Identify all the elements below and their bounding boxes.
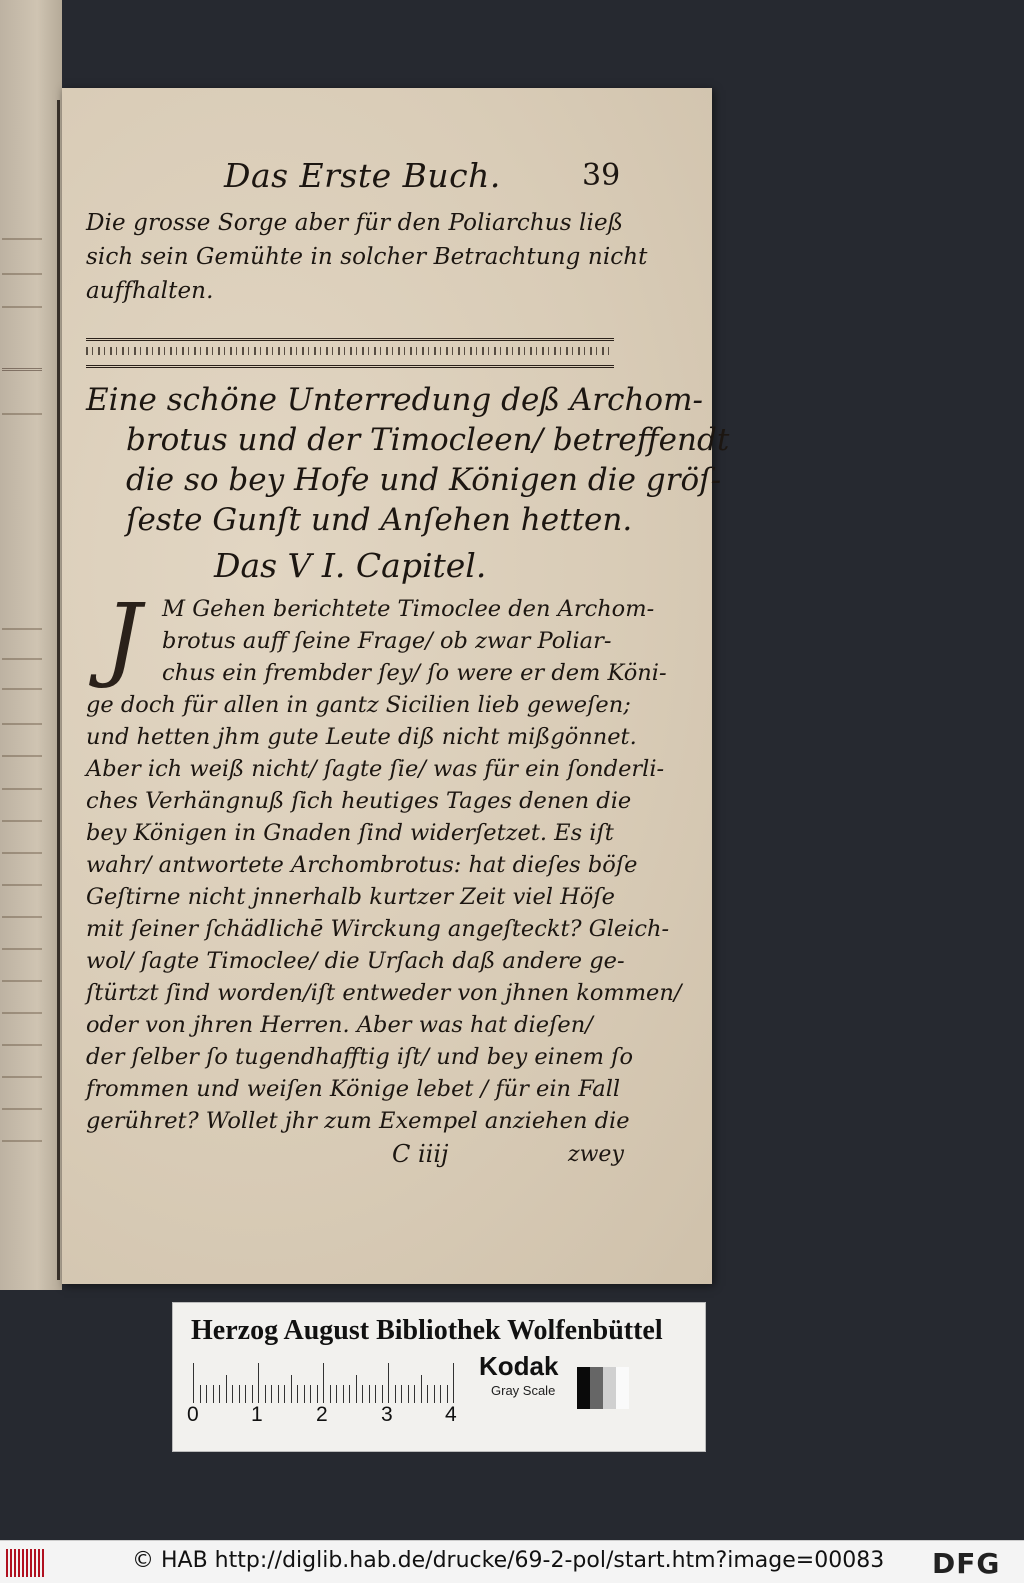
prev-page-fragment bbox=[2, 610, 42, 630]
prev-page-fragment bbox=[2, 930, 42, 950]
body-line: ge doch für allen in gantz Sicilien lieb geweſen; bbox=[86, 692, 631, 718]
dfg-logo: DFG bbox=[932, 1547, 1001, 1580]
prev-page-fragment bbox=[2, 994, 42, 1014]
heading-line: Eine schöne Unterredung deß Archom- bbox=[86, 382, 703, 418]
body-line: bey Königen in Gnaden ſind widerſetzet. Es iſt bbox=[86, 820, 614, 846]
ruler-tick bbox=[258, 1363, 259, 1403]
body-line: ſtürtzt ſind worden/iſt entweder von jhnen kommen/ bbox=[86, 980, 682, 1006]
heading-line: brotus und der Timocleen/ betreffendt bbox=[126, 422, 730, 458]
body-line: und hetten jhm gute Leute diß nicht mißgönnet. bbox=[86, 724, 637, 750]
body-line: Aber ich weiß nicht/ ſagte ſie/ was für ein ſonderli- bbox=[86, 756, 665, 782]
color-reference-card bbox=[172, 1302, 706, 1452]
body-line: ches Verhängnuß ſich heutiges Tages denen die bbox=[86, 788, 632, 814]
running-head: Das Erste Buch. bbox=[224, 156, 501, 195]
gray-swatch bbox=[577, 1367, 629, 1409]
body-line: chus ein frembder ſey/ ſo were er dem Köni- bbox=[162, 660, 667, 686]
body-line: M Gehen berichtete Timoclee den Archom- bbox=[162, 596, 655, 622]
barcode-icon bbox=[6, 1549, 46, 1577]
ruler-tick bbox=[265, 1385, 266, 1403]
gutter-line bbox=[57, 100, 60, 1280]
body-line: frommen und weiſen Könige lebet / für ein Fall bbox=[86, 1076, 621, 1102]
scale-ruler bbox=[193, 1361, 461, 1403]
ruler-tick bbox=[200, 1385, 201, 1403]
body-line: wahr/ antwortete Archombrotus: hat dieſes böſe bbox=[86, 852, 638, 878]
kodak-logo: Kodak bbox=[479, 1351, 559, 1381]
ruler-tick bbox=[447, 1385, 448, 1403]
chapter-title: Das V I. Capitel. bbox=[214, 546, 487, 585]
body-line: gerühret? Wollet jhr zum Exempel anziehen die bbox=[86, 1108, 630, 1134]
body-line: wol/ ſagte Timoclee/ die Urſach daß andere ge- bbox=[86, 948, 625, 974]
ruler-tick bbox=[252, 1385, 253, 1403]
prev-page-fragment bbox=[2, 395, 42, 415]
ruler-tick bbox=[388, 1363, 389, 1403]
prev-page-fragment bbox=[2, 1122, 42, 1142]
prev-page-fragment bbox=[2, 670, 42, 690]
text-line: Die grosse Sorge aber für den Poliarchus ließ bbox=[86, 210, 624, 236]
library-name: Herzog August Bibliothek Wolfenbüttel bbox=[191, 1315, 663, 1346]
body-line: oder von jhren Herren. Aber was hat dieſen/ bbox=[86, 1012, 593, 1038]
previous-page-edge bbox=[0, 0, 62, 1290]
ruler-tick bbox=[310, 1385, 311, 1403]
prev-page-fragment bbox=[2, 866, 42, 886]
body-line: der ſelber ſo tugendhafftig iſt/ und bey einem ſo bbox=[86, 1044, 633, 1070]
prev-page-fragment bbox=[2, 705, 42, 725]
ruler-tick bbox=[239, 1385, 240, 1403]
scale-number: 1 bbox=[251, 1403, 263, 1426]
footer-bar bbox=[0, 1540, 1024, 1583]
ruler-tick bbox=[421, 1375, 422, 1403]
book-page bbox=[62, 88, 730, 1284]
ruler-tick bbox=[330, 1385, 331, 1403]
scale-number: 0 bbox=[187, 1403, 199, 1426]
ruler-tick bbox=[304, 1385, 305, 1403]
ruler-tick bbox=[440, 1385, 441, 1403]
ruler-tick bbox=[213, 1385, 214, 1403]
prev-page-fragment bbox=[2, 770, 42, 790]
body-line: brotus auff ſeine Frage/ ob zwar Poliar- bbox=[162, 628, 612, 654]
ruler-tick bbox=[336, 1385, 337, 1403]
prev-page-fragment bbox=[2, 1090, 42, 1110]
catchword: zwey bbox=[568, 1142, 624, 1167]
body-line: mit ſeiner ſchädlichē Wirckung angeſteckt? Gleich- bbox=[86, 916, 670, 942]
prev-page-rule bbox=[2, 350, 42, 371]
ruler-tick bbox=[375, 1385, 376, 1403]
prev-page-fragment bbox=[2, 220, 42, 240]
ruler-tick bbox=[206, 1385, 207, 1403]
ruler-tick bbox=[395, 1385, 396, 1403]
ruler-tick bbox=[323, 1363, 324, 1403]
ruler-tick bbox=[297, 1385, 298, 1403]
ruler-tick bbox=[408, 1385, 409, 1403]
prev-page-fragment bbox=[2, 834, 42, 854]
ruler-tick bbox=[414, 1385, 415, 1403]
ruler-tick bbox=[434, 1385, 435, 1403]
page-number: 39 bbox=[582, 158, 621, 193]
ruler-tick bbox=[226, 1375, 227, 1403]
signature-mark: C iiij bbox=[392, 1140, 449, 1168]
prev-page-fragment bbox=[2, 640, 42, 660]
ruler-tick bbox=[219, 1385, 220, 1403]
prev-page-fragment bbox=[2, 898, 42, 918]
page-header bbox=[62, 156, 622, 206]
grayscale-label: Gray Scale bbox=[491, 1383, 556, 1398]
copyright-url[interactable]: © HAB http://diglib.hab.de/drucke/69-2-pol/start.htm?image=00083 bbox=[132, 1548, 885, 1573]
ruler-tick bbox=[284, 1385, 285, 1403]
text-line: sich sein Gemühte in solcher Betrachtung nicht bbox=[86, 244, 648, 270]
ruler-tick bbox=[193, 1363, 194, 1403]
ruler-tick bbox=[401, 1385, 402, 1403]
scale-number: 4 bbox=[445, 1403, 457, 1426]
scale-number: 3 bbox=[381, 1403, 393, 1426]
ruler-tick bbox=[453, 1363, 454, 1403]
ruler-tick bbox=[382, 1385, 383, 1403]
ruler-tick bbox=[232, 1385, 233, 1403]
ornamental-rule bbox=[86, 338, 614, 368]
ruler-tick bbox=[245, 1385, 246, 1403]
body-line: Geſtirne nicht jnnerhalb kurtzer Zeit viel Höſe bbox=[86, 884, 615, 910]
prev-page-fragment bbox=[2, 255, 42, 275]
ruler-tick bbox=[343, 1385, 344, 1403]
prev-page-fragment bbox=[2, 962, 42, 982]
prev-page-fragment bbox=[2, 288, 42, 308]
prev-page-fragment bbox=[2, 1026, 42, 1046]
ruler-tick bbox=[427, 1385, 428, 1403]
ruler-tick bbox=[362, 1385, 363, 1403]
scale-number: 2 bbox=[316, 1403, 328, 1426]
prev-page-fragment bbox=[2, 737, 42, 757]
ruler-tick bbox=[278, 1385, 279, 1403]
ruler-tick bbox=[291, 1375, 292, 1403]
drop-cap-initial: J bbox=[104, 584, 142, 691]
ruler-tick bbox=[369, 1385, 370, 1403]
ruler-tick bbox=[317, 1385, 318, 1403]
heading-line: ſeste Gunſt und Anſehen hetten. bbox=[126, 502, 633, 538]
prev-page-fragment bbox=[2, 802, 42, 822]
heading-line: die so bey Hofe und Königen die gröſ- bbox=[126, 462, 722, 498]
ruler-tick bbox=[349, 1385, 350, 1403]
ruler-tick bbox=[271, 1385, 272, 1403]
prev-page-fragment bbox=[2, 1058, 42, 1078]
ruler-tick bbox=[356, 1375, 357, 1403]
text-line: auffhalten. bbox=[86, 278, 214, 304]
